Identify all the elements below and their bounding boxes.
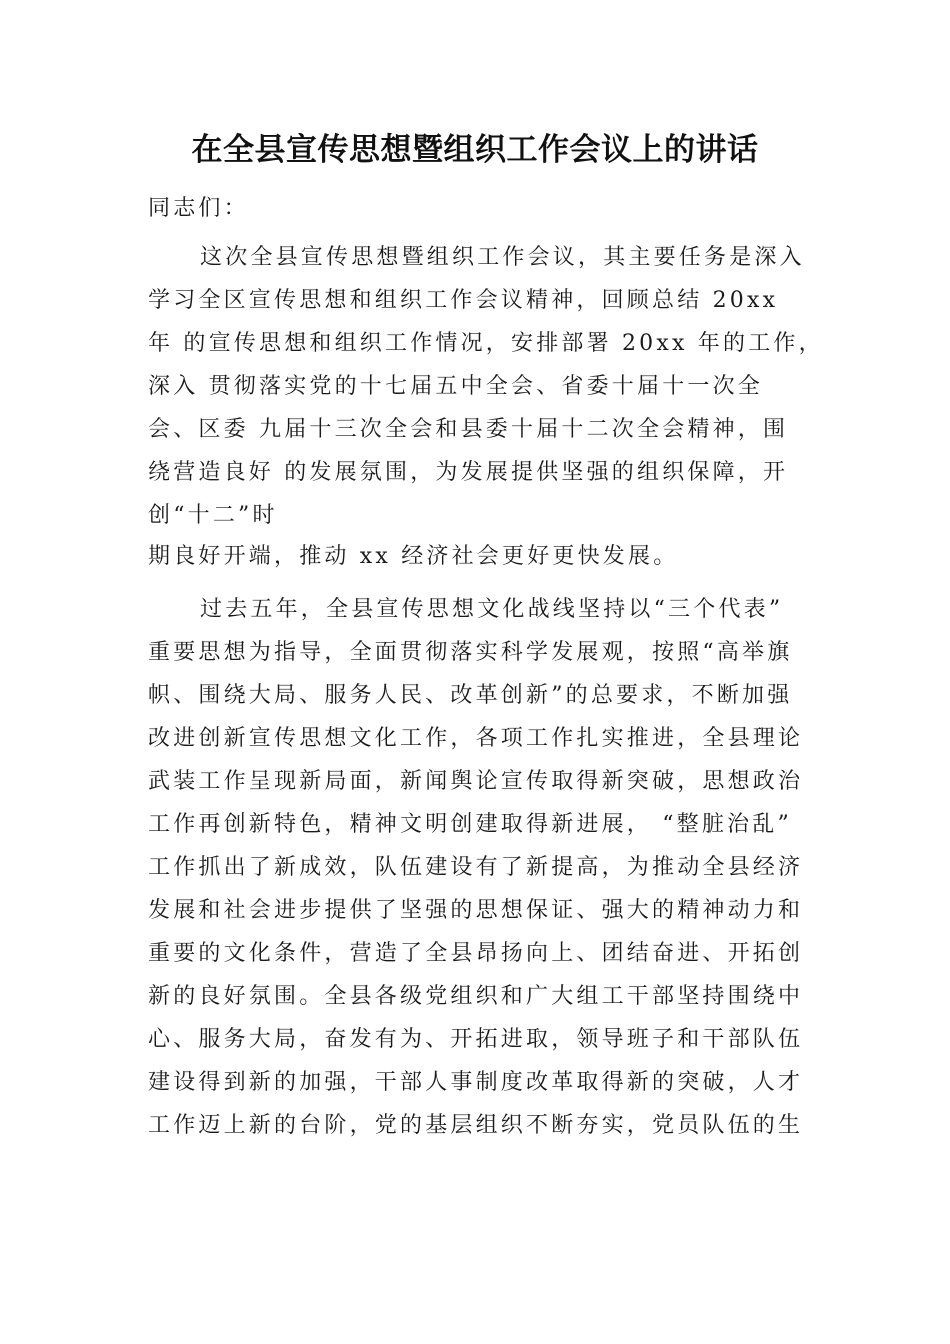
paragraph-1-line-6: 绕营造良好 的发展氛围，为发展提供坚强的组织保障，开 xyxy=(148,460,789,485)
paragraph-2-line-5: 武装工作呈现新局面，新闻舆论宣传取得新突破，思想政治 xyxy=(148,769,804,794)
paragraph-1-line-4: 深入 贯彻落实党的十七届五中全会、省委十届十一次全 xyxy=(148,374,763,399)
paragraph-1-line-8: 期良好开端，推动 xx 经济社会更好更快发展。 xyxy=(148,544,679,569)
paragraph-2-line-2: 重要思想为指导，全面贯彻落实科学发展观，按照“高举旗 xyxy=(148,640,793,665)
paragraph-1-line-5: 会、区委 九届十三次全会和县委十届十二次全会精神，围 xyxy=(148,417,789,442)
paragraph-2-line-10: 新的良好氛围。全县各级党组织和广大组工干部坚持围绕中 xyxy=(148,984,804,1009)
salutation: 同志们： xyxy=(148,196,249,221)
paragraph-2-line-7: 工作抓出了新成效，队伍建设有了新提高，为推动全县经济 xyxy=(148,855,804,880)
paragraph-2-line-6: 工作再创新特色，精神文明创建取得新进展， “整脏治乱” xyxy=(148,812,792,837)
paragraph-2-line-13: 工作迈上新的台阶，党的基层组织不断夯实，党员队伍的生 xyxy=(148,1113,804,1138)
paragraph-1-line-2: 学习全区宣传思想和组织工作会议精神，回顾总结 20xx xyxy=(148,288,779,313)
paragraph-2-line-1: 过去五年，全县宣传思想文化战线坚持以“三个代表” xyxy=(200,597,784,622)
paragraph-1-line-1: 这次全县宣传思想暨组织工作会议，其主要任务是深入 xyxy=(200,245,805,270)
paragraph-1-line-7: 创“十二”时 xyxy=(148,503,278,528)
paragraph-2-line-4: 改进创新宣传思想文化工作，各项工作扎实推进，全县理论 xyxy=(148,726,804,751)
paragraph-2-line-11: 心、服务大局，奋发有为、开拓进取，领导班子和干部队伍 xyxy=(148,1027,804,1052)
paragraph-2-line-12: 建设得到新的加强，干部人事制度改革取得新的突破，人才 xyxy=(148,1070,804,1095)
paragraph-1-line-3: 年 的宣传思想和组织工作情况，安排部署 20xx 年的工作， xyxy=(148,331,824,356)
document-title: 在全县宣传思想暨组织工作会议上的讲话 xyxy=(191,132,759,168)
paragraph-2-line-8: 发展和社会进步提供了坚强的思想保证、强大的精神动力和 xyxy=(148,898,804,923)
paragraph-2-line-3: 帜、围绕大局、服务人民、改革创新”的总要求，不断加强 xyxy=(148,683,793,708)
paragraph-2-line-9: 重要的文化条件，营造了全县昂扬向上、团结奋进、开拓创 xyxy=(148,941,804,966)
